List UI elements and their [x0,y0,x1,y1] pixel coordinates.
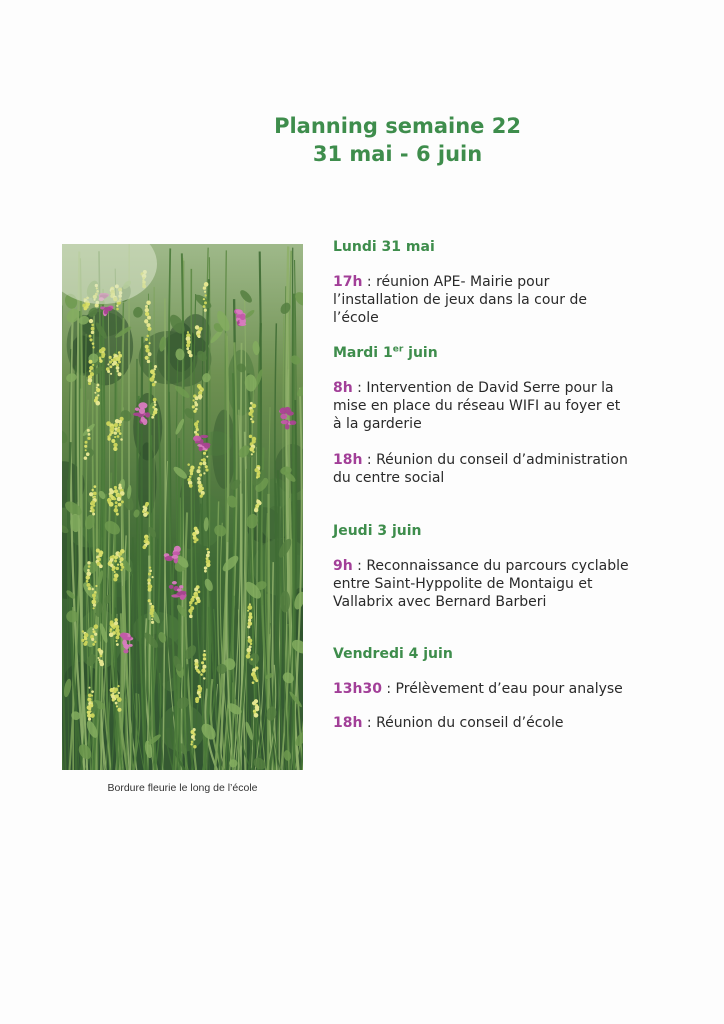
photo-caption: Bordure fleurie le long de l’école [107,782,258,794]
schedule [333,238,633,732]
event-text: : Prélèvement d’eau pour analyse [381,681,623,697]
event-tuesday-2 [333,451,633,487]
day-label-after: juin [403,345,438,361]
event-time: 17h [333,274,363,290]
event-time: 9h [333,558,353,574]
event-text: : réunion APE- Mairie pour l’installation de jeux dans la cour de l’école [333,274,587,326]
event-time: 18h [333,715,363,731]
day-heading-friday: Vendredi 4 juin [333,646,453,662]
page-title [200,112,595,168]
title-line-2: 31 mai - 6 juin [312,142,483,166]
event-friday-1 [333,680,633,698]
event-thursday-1 [333,557,633,611]
event-friday-2 [333,714,633,732]
event-time: 18h [333,452,363,468]
photo-illustration [62,244,303,770]
title-line-1: Planning semaine 22 [274,114,521,138]
event-text: : Reconnaissance du parcours cyclable entre Saint-Hyppolite de Montaigu et Vallabrix avec Bernard Barberi [333,558,629,610]
day-heading-tuesday [333,344,633,362]
event-time: 8h [333,380,353,396]
event-time: 13h30 [333,681,382,697]
day-heading-thursday: Jeudi 3 juin [333,523,422,539]
flower-border-photo [62,244,303,770]
event-text: : Intervention de David Serre pour la mise en place du réseau WIFI au foyer et à la garderie [333,380,621,432]
event-tuesday-1 [333,379,633,433]
day-label-sup: er [392,344,404,355]
day-heading-monday: Lundi 31 mai [333,239,435,255]
event-text: : Réunion du conseil d’administration du centre social [333,452,628,486]
day-label: Mardi 1 [333,345,393,361]
event-text: : Réunion du conseil d’école [362,715,564,731]
event-monday-1 [333,273,633,327]
